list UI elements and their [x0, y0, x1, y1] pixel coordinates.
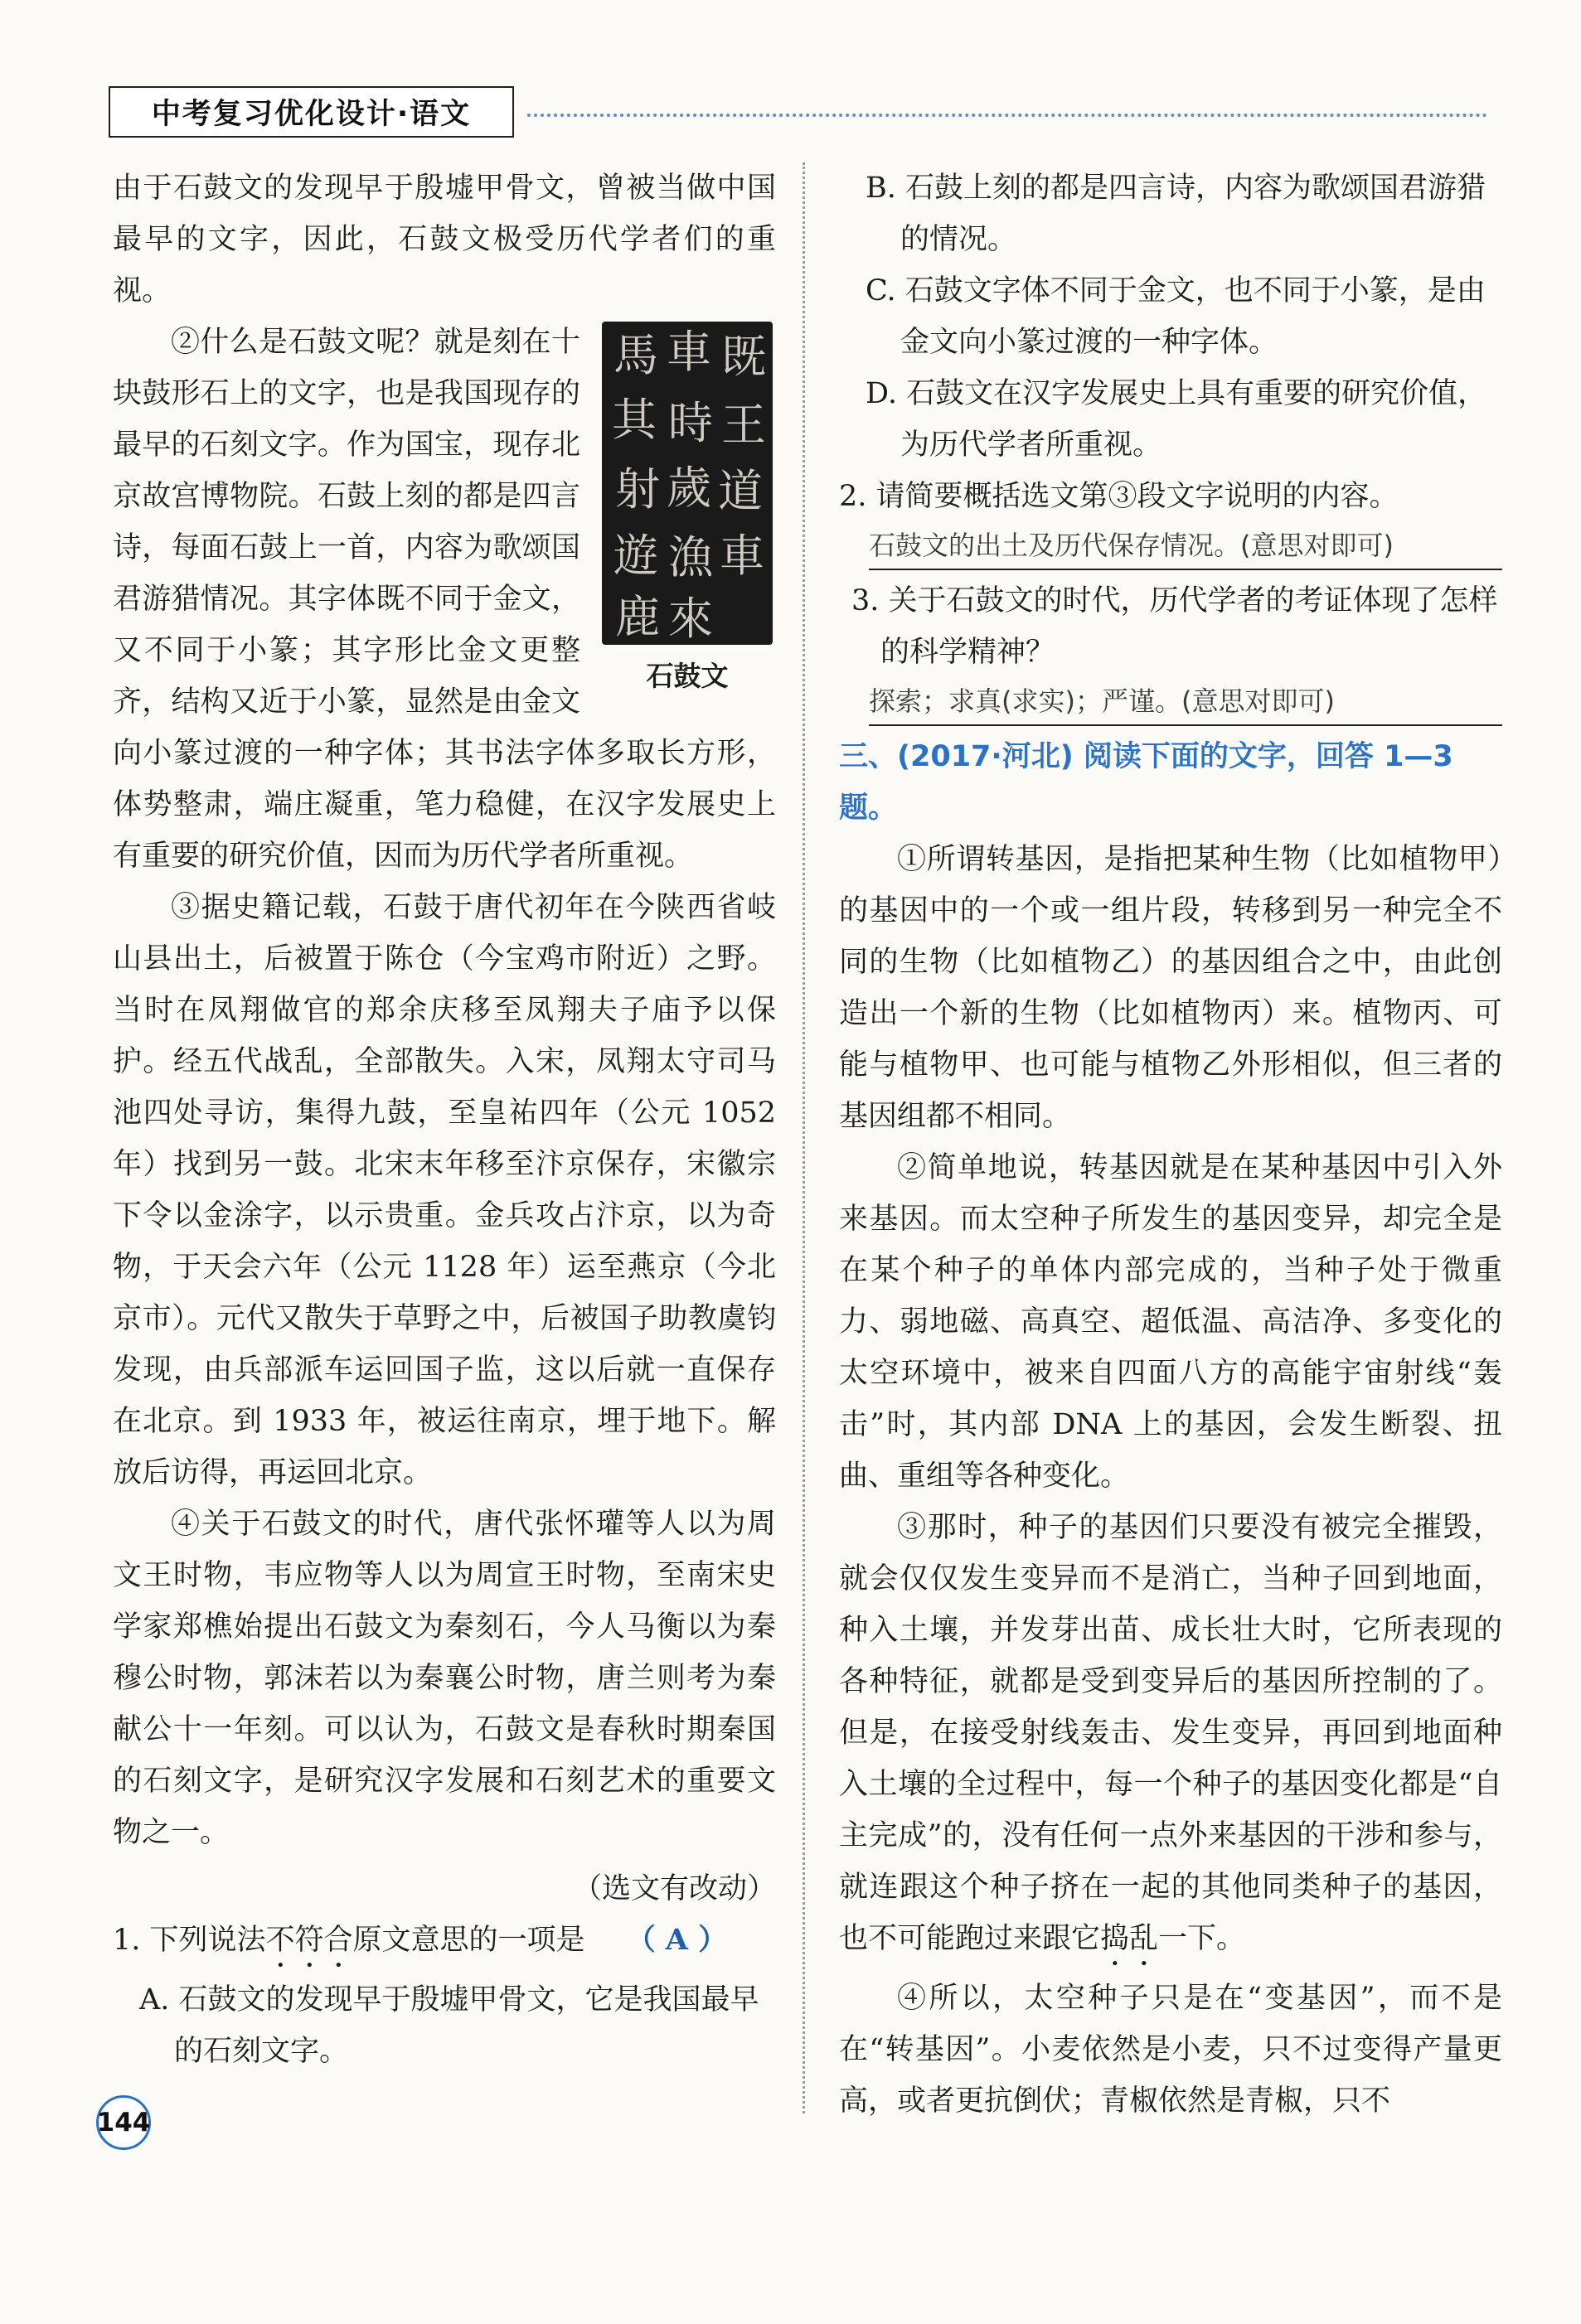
- option-a: A. 石鼓文的发现早于殷墟甲骨文，它是我国最早的石刻文字。: [139, 1983, 759, 2068]
- question-1: [113, 1915, 776, 1974]
- left-column: [113, 162, 776, 2077]
- paragraph-2: ②什么是石鼓文呢？就是刻在十块鼓形石上的文字，也是我国现存的最早的石刻文字。作为国宝，现存北京故宫博物院。石鼓上刻的都是四言诗，每面石鼓上一首，内容为歌颂国君游猎情况。其字体既不同于金文，又不同于小篆；其字形比金文更整齐，结构又近于小篆，显然是由金文向小篆过渡的一种字体；其书法字体多取长方形，体势整肃，端庄凝重，笔力稳健，在汉字发展史上有重要的研究价值，因而为历代学者所重视。: [113, 326, 776, 873]
- column-divider: [803, 162, 805, 2113]
- question-1-text-a: 1. 下列说法: [113, 1924, 266, 1957]
- page-number: [96, 2095, 151, 2150]
- answer-3: 探索；求真(求实)；严谨。(意思对即可): [869, 678, 1502, 726]
- answer-2: 石鼓文的出土及历代保存情况。(意思对即可): [869, 522, 1502, 570]
- option-c: C. 石鼓文字体不同于金文，也不同于小篆，是由金文向小篆过渡的一种字体。: [866, 274, 1486, 359]
- stone-drum-figure: [599, 322, 776, 711]
- right-column: [839, 162, 1502, 2127]
- paragraph-4: ④关于石鼓文的时代，唐代张怀瓘等人以为周文王时物，韦应物等人以为周宣王时物，至南宋史学家郑樵始提出石鼓文为秦刻石，今人马衡以为秦穆公时物，郭沫若以为秦襄公时物，唐兰则考为秦献公十一年刻。可以认为，石鼓文是春秋时期秦国的石刻文字，是研究汉字发展和石刻艺术的重要文物之一。: [113, 1508, 776, 1849]
- passage-paragraph-3-text-a: ③那时，种子的基因们只要没有被完全摧毁，就会仅仅发生变异而不是消亡，当种子回到地面，种入土壤，并发芽出苗、成长壮大时，它所表现的各种特征，就都是受到变异后的基因所控制的了。但是，在接受射线轰击、发生变异，再回到地面种入土壤的全过程中，每一个种子的基因变化都是“自主完成”的，没有任何一点外来基因的干涉和参与，就连跟这个种子挤在一起的其他同类种子的基因，也不可能跑过来跟它: [839, 1511, 1502, 1955]
- section-3-heading: 三、(2017·河北) 阅读下面的文字，回答 1—3 题。: [839, 740, 1453, 825]
- question-2: 2. 请简要概括选文第③段文字说明的内容。: [839, 480, 1399, 513]
- passage-paragraph-2: ②简单地说，转基因就是在某种基因中引入外来基因。而太空种子所发生的基因变异，却完全是在某个种子的单体内部完成的，当种子处于微重力、弱地磁、高真空、超低温、高洁净、多变化的太空环境中，被来自四面八方的高能宇宙射线“轰击”时，其内部 DNA 上的基因，会发生断裂、扭曲、重组等各种变化。: [839, 1151, 1502, 1493]
- passage-paragraph-1: ①所谓转基因，是指把某种生物（比如植物甲）的基因中的一个或一组片段，转移到另一种完全不同的生物（比如植物乙）的基因组合之中，由此创造出一个新的生物（比如植物丙）来。植物丙、可能与植物甲、也可能与植物乙外形相似，但三者的基因组都不相同。: [839, 843, 1502, 1133]
- question-3: 3. 关于石鼓文的时代，历代学者的考证体现了怎样的科学精神？: [851, 584, 1498, 669]
- option-d: D. 石鼓文在汉字发展史上具有重要的研究价值，为历代学者所重视。: [866, 377, 1487, 462]
- passage-paragraph-3-text-b: 一下。: [1158, 1922, 1246, 1955]
- passage-paragraph-4: ④所以，太空种子只是在“变基因”，而不是在“转基因”。小麦依然是小麦，只不过变得产量更高，或者更抗倒伏；青椒依然是青椒，只不: [839, 1982, 1502, 2118]
- book-title-header: [109, 86, 514, 138]
- book-title: 中考复习优化设计·语文: [151, 98, 472, 131]
- option-b: B. 石鼓上刻的都是四言诗，内容为歌颂国君游猎的情况。: [866, 172, 1486, 256]
- stone-drum-rubbing-image: 馬 車 既 其 時 王 射 歲 道 遊 漁 車 鹿 來: [602, 322, 773, 645]
- question-1-emphasis: 不符合: [265, 1924, 353, 1957]
- figure-caption: 石鼓文: [646, 660, 729, 692]
- page-number-text: 144: [96, 2108, 151, 2138]
- header-dotted-rule: [527, 114, 1487, 117]
- paragraph-3: ③据史籍记载，石鼓于唐代初年在今陕西省岐山县出土，后被置于陈仓（今宝鸡市附近）之野。当时在凤翔做官的郑余庆移至凤翔夫子庙予以保护。经五代战乱，全部散失。入宋，凤翔太守司马池四处寻访，集得九鼓，至皇祐四年（公元 1052 年）找到另一鼓。北宋末年移至汴京保存，宋徽宗下令以金涂字，以示贵重。金兵攻占汴京，以为奇物，于天会六年（公元 1128 年）运至燕京（今北京市）。元代又散失于草野之中，后被国子助教虞钧发现，由兵部派车运回国子监，这以后就一直保存在北京。到 1933 年，被运往南京，埋于地下。解放后访得，再运回北京。: [113, 891, 776, 1489]
- paragraph-1-end: 由于石鼓文的发现早于殷墟甲骨文，曾被当做中国最早的文字，因此，石鼓文极受历代学者们的重视。: [113, 172, 776, 307]
- question-1-text-b: 原文意思的一项是: [352, 1924, 585, 1957]
- passage-paragraph-3: [839, 1502, 1502, 1973]
- question-1-answer: （ A ）: [626, 1923, 728, 1957]
- source-note: （选文有改动）: [572, 1872, 776, 1905]
- passage-paragraph-3-emphasis: 捣乱: [1100, 1922, 1159, 1955]
